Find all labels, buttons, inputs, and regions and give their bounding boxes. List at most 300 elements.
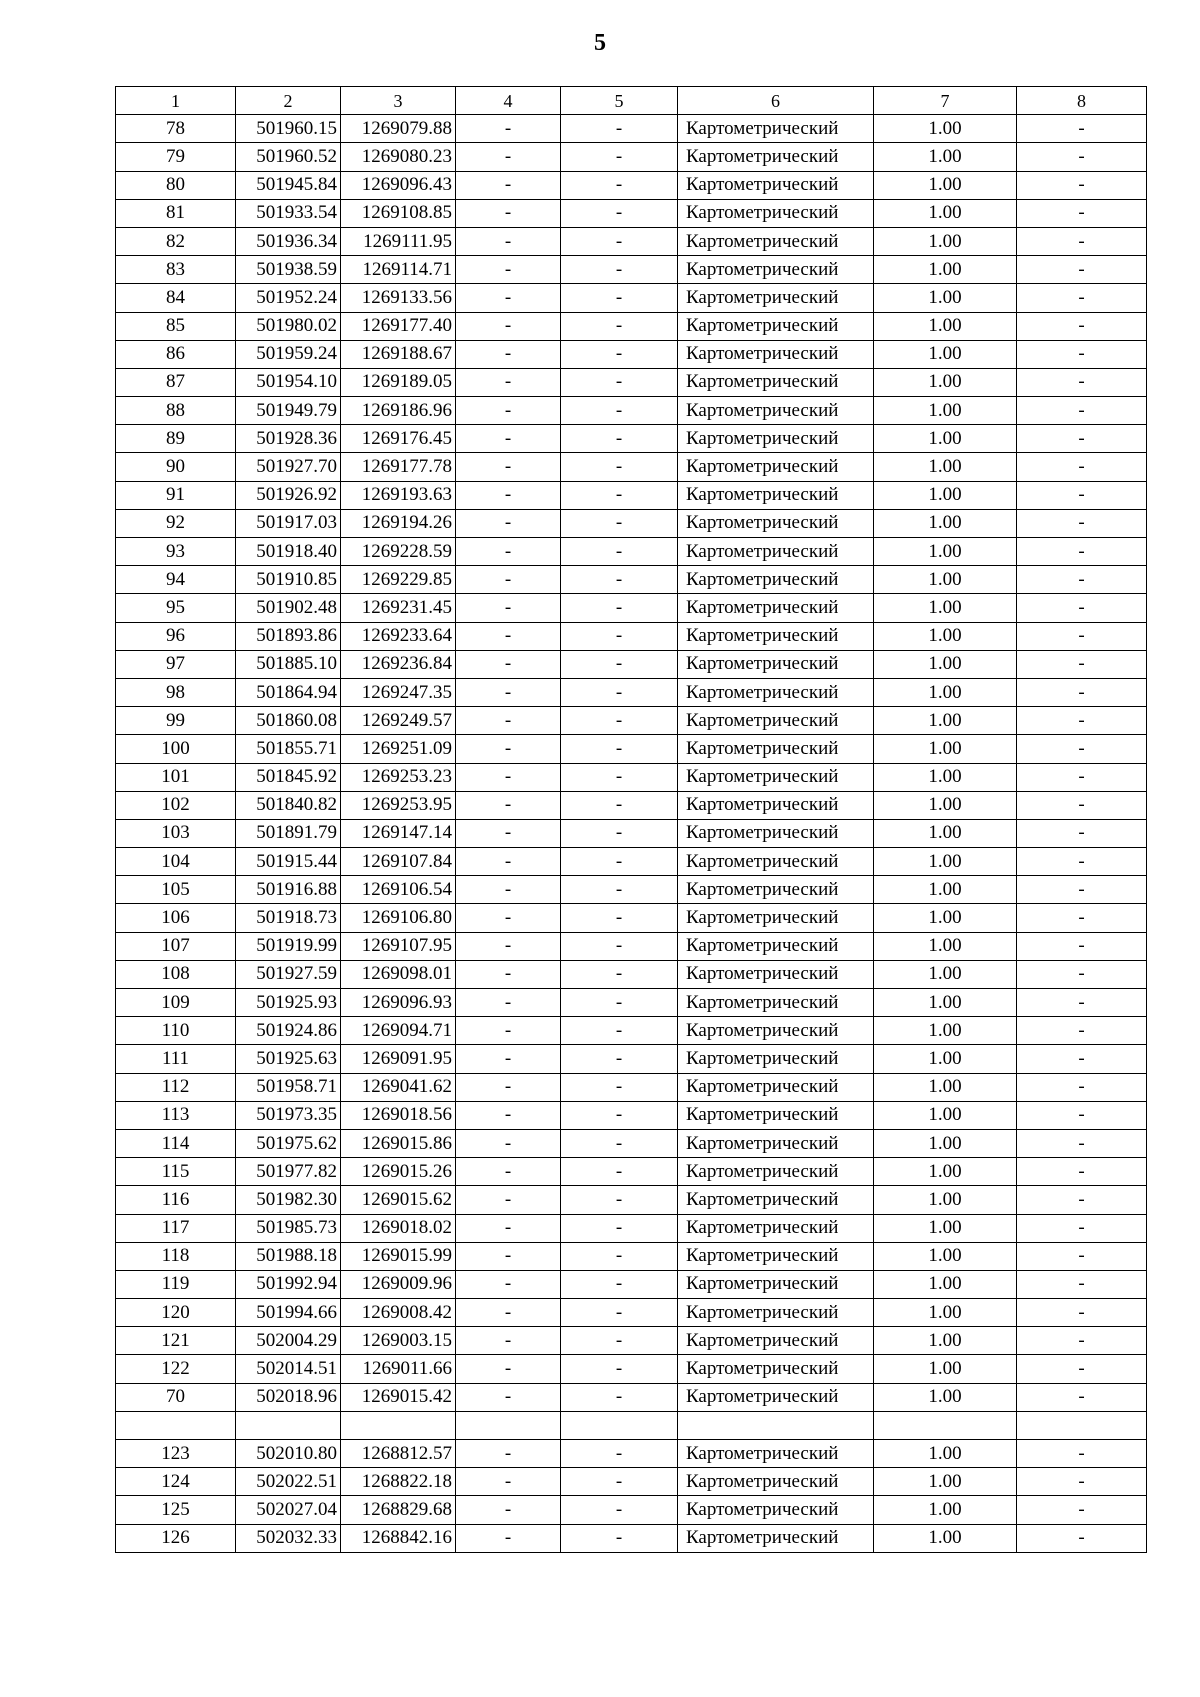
table-cell-col-7 [874,1411,1017,1439]
table-cell-col-4: - [456,1327,561,1355]
table-cell-col-8: - [1017,1383,1147,1411]
table-cell-col-3: 1269107.95 [341,932,456,960]
table-cell-col-8: - [1017,566,1147,594]
table-cell-col-5: - [561,312,678,340]
table-cell-col-2: 501910.85 [236,566,341,594]
coordinates-table [115,86,1147,1553]
table-cell-col-2: 501891.79 [236,819,341,847]
table-cell-col-8: - [1017,1158,1147,1186]
table-cell-col-2: 501938.59 [236,256,341,284]
table-cell-col-6: Картометрический [678,1242,874,1270]
table-cell-col-1: 116 [116,1186,236,1214]
table-cell-col-7: 1.00 [874,199,1017,227]
table-cell-col-6: Картометрический [678,904,874,932]
table-cell-col-4: - [456,368,561,396]
table-cell-col-7: 1.00 [874,453,1017,481]
table-cell-col-7: 1.00 [874,622,1017,650]
table-cell-col-1: 115 [116,1158,236,1186]
table-cell-col-3: 1269236.84 [341,650,456,678]
table-cell-col-3: 1268829.68 [341,1496,456,1524]
table-cell-col-6: Картометрический [678,115,874,143]
table-cell-col-2: 501945.84 [236,171,341,199]
table-cell-col-3: 1269177.78 [341,453,456,481]
table-cell-col-5: - [561,960,678,988]
table-row [116,1270,1147,1298]
table-cell-col-6: Картометрический [678,989,874,1017]
table-cell-col-6: Картометрический [678,1186,874,1214]
table-cell-col-1: 99 [116,707,236,735]
table-cell-col-8: - [1017,171,1147,199]
table-row [116,1440,1147,1468]
table-cell-col-2: 501902.48 [236,594,341,622]
table-cell-col-8: - [1017,1524,1147,1552]
table-cell-col-7: 1.00 [874,143,1017,171]
table-cell-col-4: - [456,848,561,876]
table-cell-col-7: 1.00 [874,1299,1017,1327]
table-row [116,538,1147,566]
table-cell-col-7: 1.00 [874,368,1017,396]
table-cell-col-3 [341,1411,456,1439]
table-cell-col-7: 1.00 [874,791,1017,819]
table-cell-col-6: Картометрический [678,848,874,876]
table-cell-col-5: - [561,340,678,368]
table-cell-col-4: - [456,791,561,819]
table-cell-col-2: 501855.71 [236,735,341,763]
table-cell-col-8: - [1017,650,1147,678]
table-cell-col-6: Картометрический [678,538,874,566]
table-cell-col-4: - [456,1242,561,1270]
table-cell-col-3: 1268842.16 [341,1524,456,1552]
table-cell-col-3: 1269018.56 [341,1101,456,1129]
table-cell-col-8: - [1017,989,1147,1017]
table-cell-col-8: - [1017,1355,1147,1383]
table-cell-col-8: - [1017,791,1147,819]
table-cell-col-3: 1269233.64 [341,622,456,650]
table-cell-col-7: 1.00 [874,538,1017,566]
table-cell-col-7: 1.00 [874,1214,1017,1242]
table-cell-col-1: 119 [116,1270,236,1298]
table-cell-col-4: - [456,1440,561,1468]
table-cell-col-5: - [561,1017,678,1045]
table-cell-col-8: - [1017,848,1147,876]
table-cell-col-8: - [1017,1496,1147,1524]
table-cell-col-1: 112 [116,1073,236,1101]
table-cell-col-1: 111 [116,1045,236,1073]
table-cell-col-7: 1.00 [874,848,1017,876]
table-header-row [116,87,1147,115]
table-cell-col-2: 502018.96 [236,1383,341,1411]
table-cell-col-6: Картометрический [678,509,874,537]
table-cell-col-7: 1.00 [874,819,1017,847]
table-cell-col-7: 1.00 [874,1073,1017,1101]
table-cell-col-7: 1.00 [874,594,1017,622]
column-header-8: 8 [1017,87,1147,115]
table-cell-col-8: - [1017,1186,1147,1214]
table-row [116,171,1147,199]
table-cell-col-2: 501845.92 [236,763,341,791]
table-cell-col-4: - [456,1468,561,1496]
table-cell-col-2: 502004.29 [236,1327,341,1355]
table-cell-col-3: 1269107.84 [341,848,456,876]
table-cell-col-8: - [1017,340,1147,368]
table-cell-col-3: 1269186.96 [341,397,456,425]
table-cell-col-3: 1269015.62 [341,1186,456,1214]
table-cell-col-6: Картометрический [678,397,874,425]
table-cell-col-5: - [561,171,678,199]
table-cell-col-3: 1269147.14 [341,819,456,847]
table-cell-col-3: 1269041.62 [341,1073,456,1101]
table-cell-col-5: - [561,932,678,960]
table-cell-col-7: 1.00 [874,566,1017,594]
table-cell-col-2: 502014.51 [236,1355,341,1383]
table-cell-col-2: 501916.88 [236,876,341,904]
table-cell-col-5: - [561,735,678,763]
table-cell-col-1: 82 [116,227,236,255]
table-cell-col-2: 502027.04 [236,1496,341,1524]
table-cell-col-6: Картометрический [678,876,874,904]
table-cell-col-8: - [1017,1270,1147,1298]
table-row [116,1496,1147,1524]
table-cell-col-5: - [561,425,678,453]
table-cell-col-5: - [561,1496,678,1524]
table-cell-col-4: - [456,1299,561,1327]
table-cell-col-7: 1.00 [874,284,1017,312]
table-row [116,960,1147,988]
table-cell-col-8: - [1017,1129,1147,1157]
table-cell-col-1: 104 [116,848,236,876]
table-cell-col-2: 501927.59 [236,960,341,988]
table-cell-col-3: 1269133.56 [341,284,456,312]
table-cell-col-7: 1.00 [874,1383,1017,1411]
table-cell-col-7: 1.00 [874,481,1017,509]
column-header-7: 7 [874,87,1017,115]
table-cell-col-8: - [1017,284,1147,312]
table-cell-col-2: 501980.02 [236,312,341,340]
table-cell-col-1: 95 [116,594,236,622]
table-cell-col-5: - [561,904,678,932]
table-cell-col-7: 1.00 [874,876,1017,904]
table-cell-col-3: 1269253.23 [341,763,456,791]
table-cell-col-5: - [561,1073,678,1101]
table-cell-col-8: - [1017,1214,1147,1242]
table-cell-col-6: Картометрический [678,819,874,847]
table-cell-col-3: 1269249.57 [341,707,456,735]
table-cell-col-2: 501840.82 [236,791,341,819]
table-row [116,1214,1147,1242]
table-cell-col-1: 124 [116,1468,236,1496]
table-cell-col-6: Картометрический [678,566,874,594]
table-row [116,1468,1147,1496]
table-cell-col-8: - [1017,594,1147,622]
table-cell-col-8: - [1017,1440,1147,1468]
table-cell-col-7: 1.00 [874,340,1017,368]
table-cell-col-2: 501864.94 [236,678,341,706]
table-cell-col-4: - [456,340,561,368]
table-cell-col-4: - [456,1270,561,1298]
table-cell-col-7: 1.00 [874,256,1017,284]
table-cell-col-1: 121 [116,1327,236,1355]
table-cell-col-7: 1.00 [874,1158,1017,1186]
table-cell-col-8: - [1017,509,1147,537]
table-cell-col-8: - [1017,227,1147,255]
table-row [116,1411,1147,1439]
table-cell-col-2: 501960.15 [236,115,341,143]
table-cell-col-3: 1269231.45 [341,594,456,622]
table-cell-col-5: - [561,256,678,284]
table-cell-col-4: - [456,1524,561,1552]
table-cell-col-2: 501975.62 [236,1129,341,1157]
table-cell-col-3: 1269009.96 [341,1270,456,1298]
table-cell-col-4: - [456,115,561,143]
table-cell-col-1: 123 [116,1440,236,1468]
page-number: 5 [594,30,606,56]
table-cell-col-5: - [561,538,678,566]
table-cell-col-2: 501958.71 [236,1073,341,1101]
table-cell-col-6: Картометрический [678,340,874,368]
table-row [116,819,1147,847]
table-cell-col-2: 501994.66 [236,1299,341,1327]
table-cell-col-3: 1269251.09 [341,735,456,763]
table-cell-col-1: 106 [116,904,236,932]
table-cell-col-6: Картометрический [678,1355,874,1383]
table-cell-col-4: - [456,143,561,171]
table-cell-col-5: - [561,819,678,847]
table-cell-col-8: - [1017,960,1147,988]
table-cell-col-7: 1.00 [874,1270,1017,1298]
table-cell-col-8: - [1017,1073,1147,1101]
table-cell-col-1: 70 [116,1383,236,1411]
table-row [116,227,1147,255]
table-row [116,1327,1147,1355]
table-row [116,678,1147,706]
table-row [116,1129,1147,1157]
table-cell-col-3: 1269018.02 [341,1214,456,1242]
table-cell-col-3: 1269106.80 [341,904,456,932]
table-cell-col-4: - [456,819,561,847]
table-cell-col-3: 1269008.42 [341,1299,456,1327]
table-cell-col-1: 105 [116,876,236,904]
table-row [116,340,1147,368]
table-cell-col-7: 1.00 [874,1468,1017,1496]
table-cell-col-5: - [561,481,678,509]
table-cell-col-1: 85 [116,312,236,340]
table-cell-col-5 [561,1411,678,1439]
table-cell-col-4: - [456,312,561,340]
table-row [116,1158,1147,1186]
table-cell-col-1: 81 [116,199,236,227]
table-row [116,876,1147,904]
table-cell-col-3: 1269106.54 [341,876,456,904]
table-cell-col-2: 501924.86 [236,1017,341,1045]
table-row [116,735,1147,763]
table-cell-col-5: - [561,707,678,735]
table-row [116,566,1147,594]
table-cell-col-3: 1269003.15 [341,1327,456,1355]
table-cell-col-5: - [561,876,678,904]
table-cell-col-6: Картометрический [678,171,874,199]
table-cell-col-5: - [561,1468,678,1496]
table-row [116,481,1147,509]
table-row [116,622,1147,650]
table-cell-col-2: 501959.24 [236,340,341,368]
table-row [116,707,1147,735]
table-cell-col-1: 79 [116,143,236,171]
table-row [116,199,1147,227]
table-cell-col-7: 1.00 [874,735,1017,763]
table-cell-col-7: 1.00 [874,1524,1017,1552]
table-cell-col-3: 1269189.05 [341,368,456,396]
table-cell-col-2: 501915.44 [236,848,341,876]
table-cell-col-4: - [456,876,561,904]
table-cell-col-3: 1269015.86 [341,1129,456,1157]
table-cell-col-5: - [561,1186,678,1214]
table-cell-col-2: 502010.80 [236,1440,341,1468]
table-cell-col-6: Картометрический [678,1383,874,1411]
table-cell-col-3: 1269098.01 [341,960,456,988]
table-cell-col-4: - [456,538,561,566]
table-cell-col-1: 101 [116,763,236,791]
table-cell-col-8: - [1017,1299,1147,1327]
table-cell-col-4: - [456,763,561,791]
table-cell-col-3: 1269096.43 [341,171,456,199]
table-cell-col-3: 1269015.99 [341,1242,456,1270]
table-cell-col-6: Картометрический [678,1327,874,1355]
table-cell-col-8: - [1017,1017,1147,1045]
table-cell-col-4: - [456,1214,561,1242]
table-cell-col-1: 117 [116,1214,236,1242]
table-cell-col-7: 1.00 [874,1242,1017,1270]
table-cell-col-2: 501919.99 [236,932,341,960]
table-cell-col-1: 88 [116,397,236,425]
table-cell-col-1: 125 [116,1496,236,1524]
table-cell-col-3: 1269094.71 [341,1017,456,1045]
table-row [116,256,1147,284]
table-cell-col-6: Картометрический [678,425,874,453]
table-cell-col-8: - [1017,312,1147,340]
table-cell-col-1: 92 [116,509,236,537]
table-row [116,509,1147,537]
table-cell-col-4: - [456,1101,561,1129]
table-cell-col-3: 1269096.93 [341,989,456,1017]
table-cell-col-5: - [561,1327,678,1355]
table-cell-col-3: 1269111.95 [341,227,456,255]
table-cell-col-1: 90 [116,453,236,481]
table-cell-col-1: 96 [116,622,236,650]
table-cell-col-6: Картометрический [678,227,874,255]
table-cell-col-1: 84 [116,284,236,312]
table-cell-col-5: - [561,1045,678,1073]
table-cell-col-3: 1269108.85 [341,199,456,227]
table-cell-col-5: - [561,509,678,537]
table-row [116,368,1147,396]
table-row [116,1101,1147,1129]
table-row [116,650,1147,678]
table-cell-col-2: 501954.10 [236,368,341,396]
table-cell-col-1: 122 [116,1355,236,1383]
table-cell-col-6: Картометрический [678,284,874,312]
table-cell-col-4: - [456,678,561,706]
table-cell-col-8: - [1017,199,1147,227]
table-cell-col-6: Картометрический [678,622,874,650]
table-cell-col-6: Картометрический [678,1101,874,1129]
table-cell-col-7: 1.00 [874,960,1017,988]
table-cell-col-1: 83 [116,256,236,284]
table-cell-col-2: 501860.08 [236,707,341,735]
table-cell-col-4: - [456,481,561,509]
table-cell-col-3: 1269188.67 [341,340,456,368]
table-cell-col-4: - [456,1158,561,1186]
table-row [116,1299,1147,1327]
table-cell-col-6: Картометрический [678,1524,874,1552]
table-cell-col-2: 501933.54 [236,199,341,227]
table-cell-col-5: - [561,453,678,481]
table-cell-col-4: - [456,1496,561,1524]
column-header-2: 2 [236,87,341,115]
table-cell-col-5: - [561,1383,678,1411]
table-cell-col-6: Картометрический [678,594,874,622]
table-cell-col-3: 1269015.26 [341,1158,456,1186]
table-cell-col-5: - [561,115,678,143]
table-cell-col-4: - [456,707,561,735]
table-cell-col-4 [456,1411,561,1439]
table-row [116,143,1147,171]
table-cell-col-5: - [561,1214,678,1242]
table-cell-col-7: 1.00 [874,227,1017,255]
table-row [116,1073,1147,1101]
table-cell-col-6: Картометрический [678,791,874,819]
table-cell-col-8: - [1017,1327,1147,1355]
table-cell-col-8: - [1017,481,1147,509]
table-row [116,312,1147,340]
table-row [116,763,1147,791]
table-row [116,989,1147,1017]
table-cell-col-4: - [456,453,561,481]
table-cell-col-3: 1269079.88 [341,115,456,143]
table-cell-col-6: Картометрический [678,1299,874,1327]
table-cell-col-7: 1.00 [874,1129,1017,1157]
table-cell-col-2: 501926.92 [236,481,341,509]
table-cell-col-7: 1.00 [874,1045,1017,1073]
table-cell-col-8: - [1017,1468,1147,1496]
table-cell-col-8: - [1017,763,1147,791]
table-cell-col-2 [236,1411,341,1439]
table-row [116,1186,1147,1214]
table-cell-col-7: 1.00 [874,509,1017,537]
table-cell-col-7: 1.00 [874,171,1017,199]
table-cell-col-8: - [1017,256,1147,284]
table-cell-col-5: - [561,1299,678,1327]
table-cell-col-3: 1269015.42 [341,1383,456,1411]
table-cell-col-3: 1269228.59 [341,538,456,566]
table-cell-col-3: 1269080.23 [341,143,456,171]
table-cell-col-2: 501977.82 [236,1158,341,1186]
table-cell-col-2: 501925.93 [236,989,341,1017]
table-row [116,1242,1147,1270]
table-cell-col-1: 108 [116,960,236,988]
table-cell-col-5: - [561,227,678,255]
table-cell-col-6: Картометрический [678,199,874,227]
table-row [116,791,1147,819]
table-cell-col-2: 501949.79 [236,397,341,425]
table-cell-col-3: 1269091.95 [341,1045,456,1073]
table-cell-col-8: - [1017,819,1147,847]
table-cell-col-1: 109 [116,989,236,1017]
table-cell-col-6: Картометрический [678,932,874,960]
table-cell-col-1: 114 [116,1129,236,1157]
table-cell-col-4: - [456,171,561,199]
table-cell-col-1: 98 [116,678,236,706]
table-cell-col-5: - [561,1440,678,1468]
